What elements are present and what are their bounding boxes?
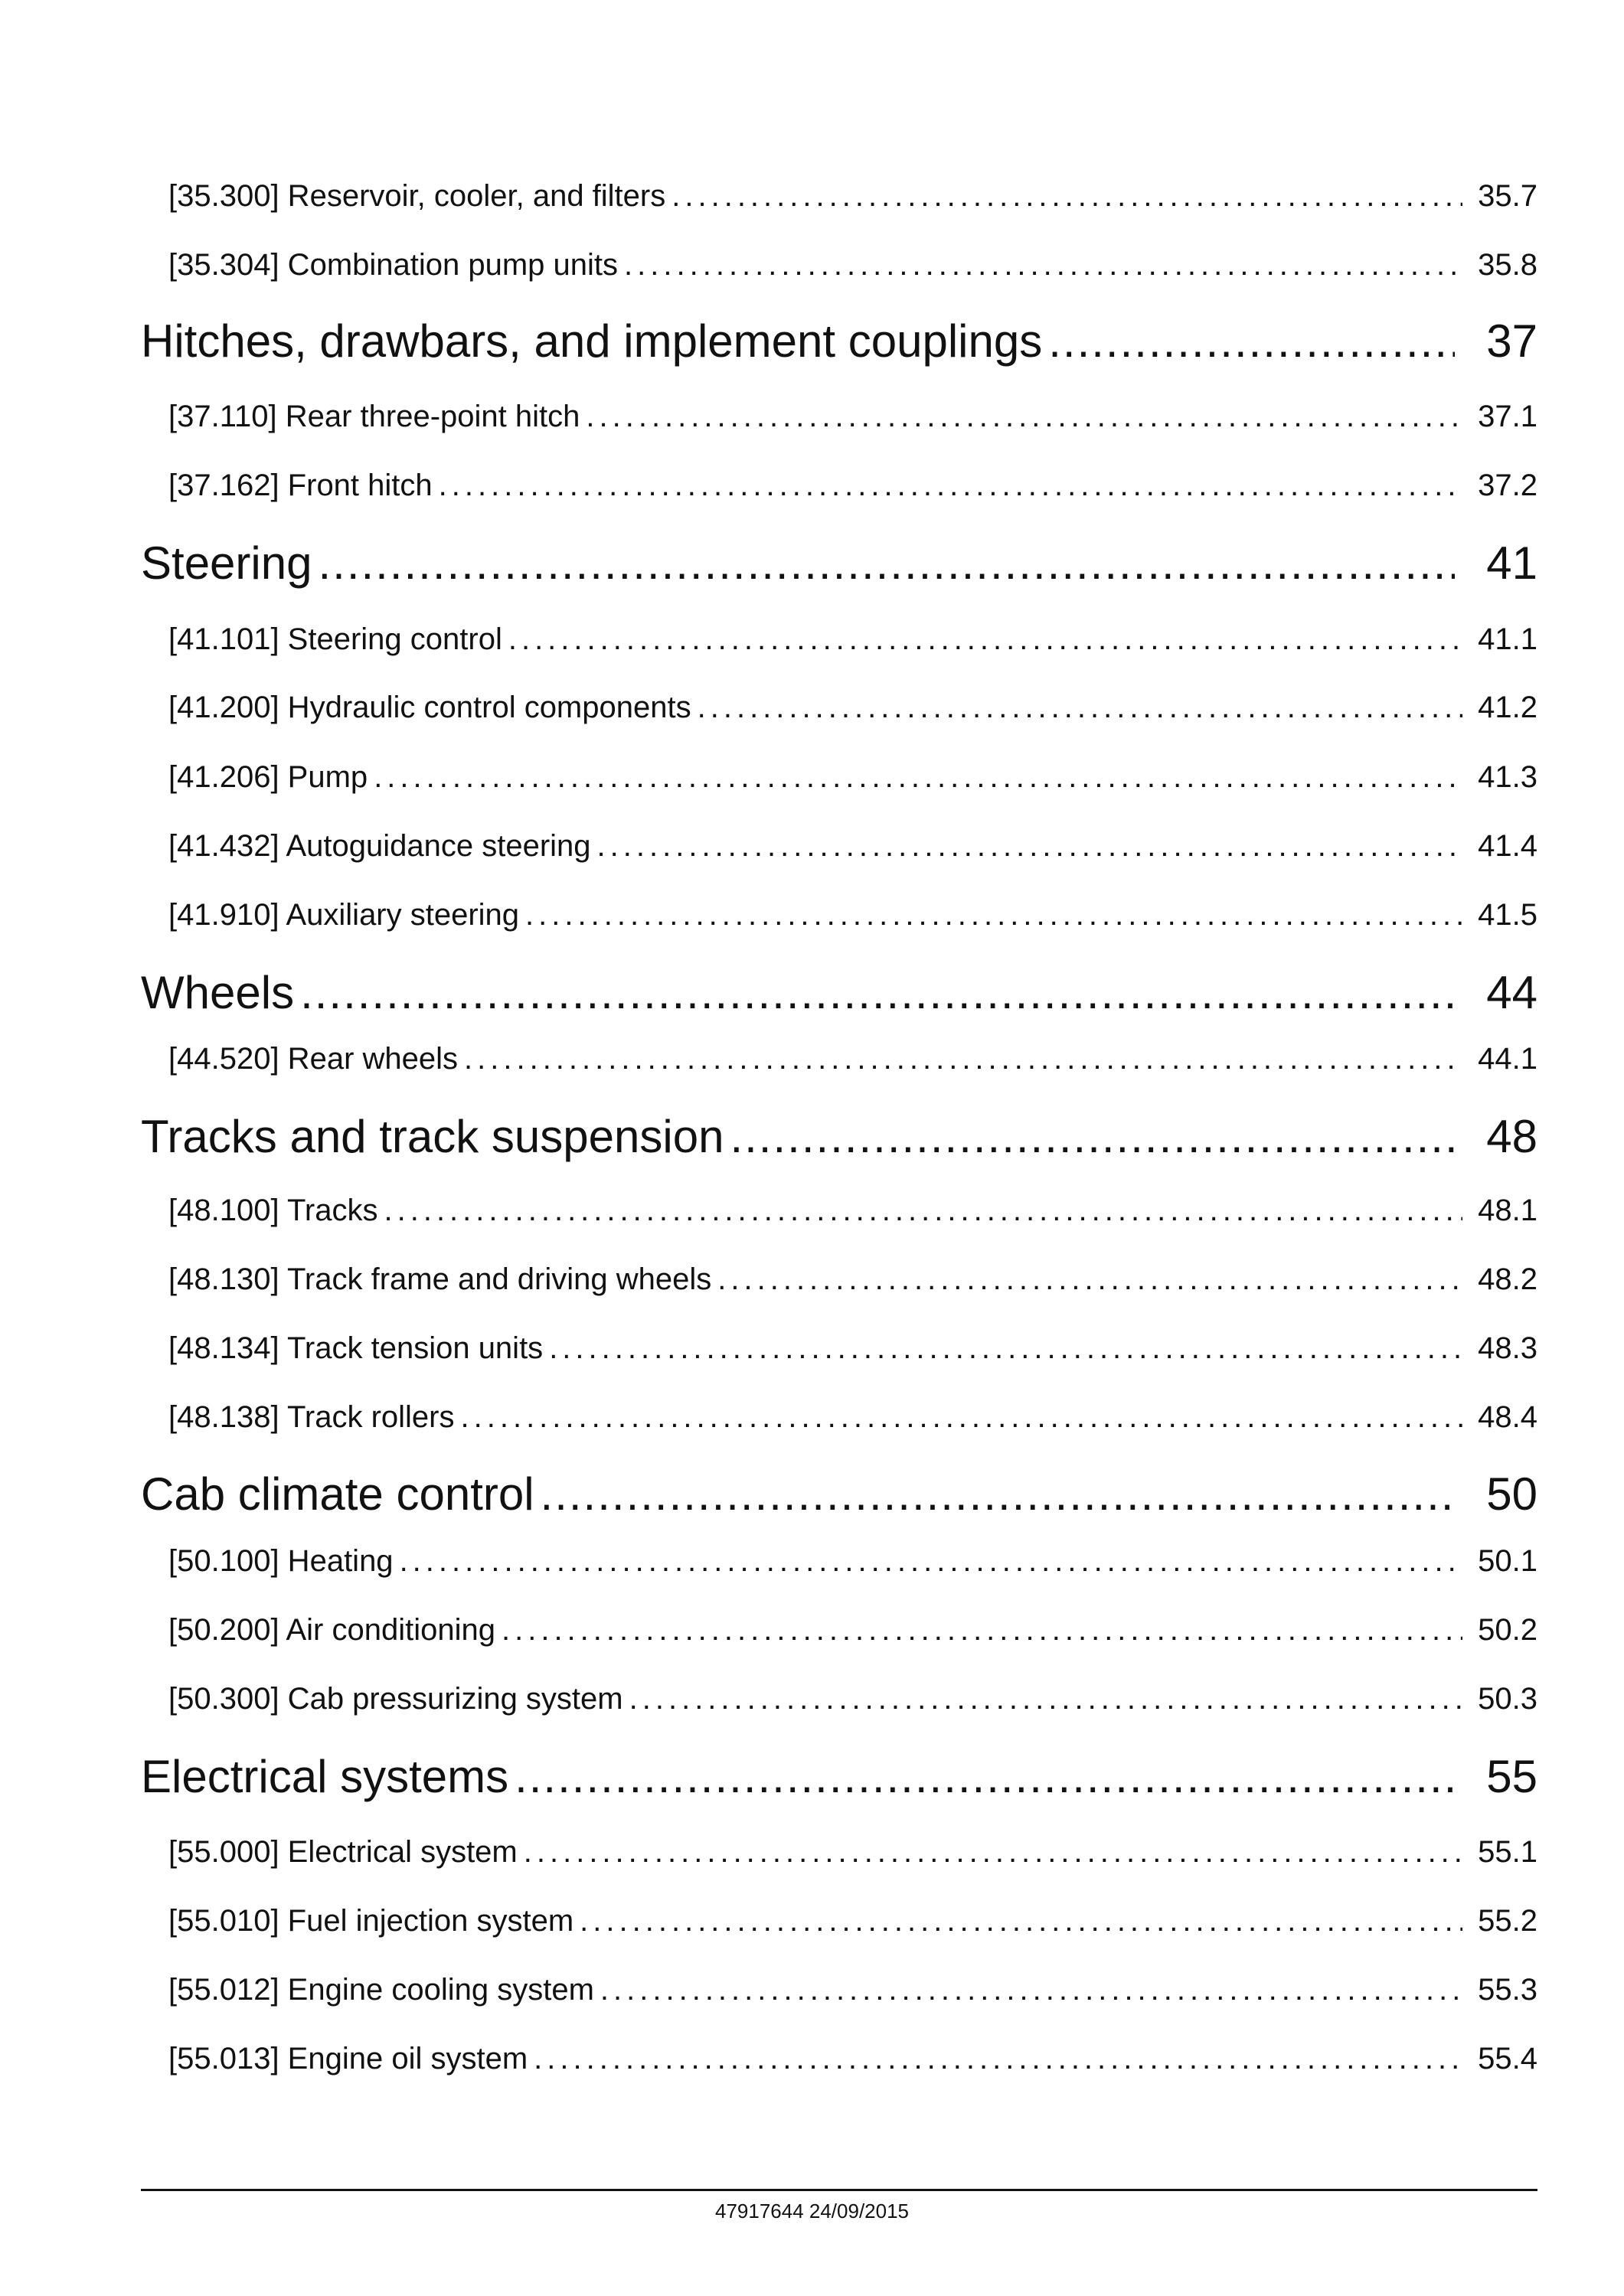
dot-leader xyxy=(525,897,1462,933)
toc-entry-page: 55.3 xyxy=(1478,1973,1537,2007)
toc-section-cab-climate[interactable] xyxy=(141,1468,1537,1521)
toc-entry-37-110[interactable] xyxy=(168,398,1537,435)
dot-leader xyxy=(300,966,1455,1020)
toc-entry-37-162[interactable] xyxy=(168,467,1537,504)
toc-section-page: 44 xyxy=(1486,967,1537,1018)
toc-entry-page: 48.1 xyxy=(1478,1194,1537,1227)
toc-entry-55-010[interactable] xyxy=(168,1902,1537,1939)
dot-leader xyxy=(318,537,1455,590)
dot-leader xyxy=(597,828,1462,864)
toc-entry-label: [37.110] Rear three-point hitch xyxy=(168,400,580,433)
toc-entry-page: 41.1 xyxy=(1478,622,1537,656)
dot-leader xyxy=(586,398,1462,435)
footer-divider xyxy=(141,2189,1537,2191)
dot-leader xyxy=(508,621,1462,658)
dot-leader xyxy=(400,1543,1462,1579)
toc-entry-page: 41.3 xyxy=(1478,760,1537,794)
toc-section-label: Tracks and track suspension xyxy=(141,1111,724,1162)
toc-entry-label: [41.101] Steering control xyxy=(168,622,502,656)
dot-leader xyxy=(580,1902,1462,1939)
toc-section-tracks[interactable] xyxy=(141,1110,1537,1164)
dot-leader xyxy=(671,178,1462,214)
dot-leader xyxy=(384,1192,1462,1229)
toc-entry-page: 48.3 xyxy=(1478,1331,1537,1365)
toc-entry-label: [50.300] Cab pressurizing system xyxy=(168,1682,623,1716)
toc-entry-page: 50.3 xyxy=(1478,1682,1537,1716)
dot-leader xyxy=(464,1040,1462,1077)
toc-entry-label: [48.138] Track rollers xyxy=(168,1400,455,1434)
toc-entry-page: 55.4 xyxy=(1478,2042,1537,2076)
toc-entry-page: 55.2 xyxy=(1478,1904,1537,1938)
dot-leader xyxy=(549,1330,1462,1367)
toc-entry-label: [55.000] Electrical system xyxy=(168,1835,518,1869)
dot-leader xyxy=(439,467,1462,504)
toc-section-page: 48 xyxy=(1486,1111,1537,1162)
toc-section-label: Electrical systems xyxy=(141,1751,509,1802)
dot-leader xyxy=(502,1612,1462,1648)
dot-leader xyxy=(515,1750,1455,1804)
toc-entry-41-206[interactable] xyxy=(168,759,1537,795)
toc-entry-55-000[interactable] xyxy=(168,1834,1537,1870)
toc-entry-55-013[interactable] xyxy=(168,2040,1537,2077)
dot-leader xyxy=(461,1399,1463,1435)
toc-entry-page: 37.1 xyxy=(1478,400,1537,433)
toc-section-page: 41 xyxy=(1486,537,1537,589)
toc-entry-label: [48.134] Track tension units xyxy=(168,1331,544,1365)
toc-entry-page: 35.7 xyxy=(1478,179,1537,213)
toc-entry-label: [37.162] Front hitch xyxy=(168,469,433,502)
toc-entry-label: [41.206] Pump xyxy=(168,760,368,794)
toc-section-label: Steering xyxy=(141,537,312,589)
toc-section-page: 37 xyxy=(1486,315,1537,367)
toc-entry-page: 41.5 xyxy=(1478,898,1537,932)
toc-section-electrical[interactable] xyxy=(141,1750,1537,1804)
dot-leader xyxy=(534,2040,1462,2077)
toc-entry-label: [44.520] Rear wheels xyxy=(168,1042,459,1076)
toc-entry-50-300[interactable] xyxy=(168,1680,1537,1717)
toc-section-label: Hitches, drawbars, and implement couplings xyxy=(141,315,1043,367)
toc-entry-label: [41.200] Hydraulic control components xyxy=(168,691,691,724)
toc-entry-35-300[interactable] xyxy=(168,178,1537,214)
toc-entry-label: [35.304] Combination pump units xyxy=(168,248,619,282)
toc-entry-page: 48.4 xyxy=(1478,1400,1537,1434)
dot-leader xyxy=(524,1834,1462,1870)
toc-entry-35-304[interactable] xyxy=(168,247,1537,283)
toc-entry-50-100[interactable] xyxy=(168,1543,1537,1579)
toc-entry-page: 55.1 xyxy=(1478,1835,1537,1869)
toc-entry-page: 44.1 xyxy=(1478,1042,1537,1076)
footer-document-id: 47917644 24/09/2015 xyxy=(714,2200,910,2223)
toc-entry-41-432[interactable] xyxy=(168,828,1537,864)
dot-leader xyxy=(600,1971,1462,2008)
toc-entry-label: [48.130] Track frame and driving wheels xyxy=(168,1262,712,1296)
toc-entry-page: 41.2 xyxy=(1478,691,1537,724)
toc-section-hitches[interactable] xyxy=(141,315,1537,368)
dot-leader xyxy=(1048,315,1455,368)
toc-entry-label: [55.013] Engine oil system xyxy=(168,2042,528,2076)
toc-entry-48-138[interactable] xyxy=(168,1399,1537,1435)
toc-entry-41-910[interactable] xyxy=(168,897,1537,933)
toc-entry-page: 37.2 xyxy=(1478,469,1537,502)
dot-leader xyxy=(698,689,1462,726)
toc-entry-page: 48.2 xyxy=(1478,1262,1537,1296)
dot-leader xyxy=(541,1468,1455,1521)
toc-section-label: Cab climate control xyxy=(141,1468,534,1520)
toc-entry-label: [50.100] Heating xyxy=(168,1544,394,1578)
toc-entry-48-134[interactable] xyxy=(168,1330,1537,1367)
toc-entry-label: [55.012] Engine cooling system xyxy=(168,1973,594,2007)
toc-section-page: 50 xyxy=(1486,1468,1537,1520)
toc-entry-page: 50.1 xyxy=(1478,1544,1537,1578)
toc-entry-page: 41.4 xyxy=(1478,829,1537,863)
toc-entry-48-130[interactable] xyxy=(168,1261,1537,1298)
toc-section-wheels[interactable] xyxy=(141,966,1537,1020)
dot-leader xyxy=(624,247,1462,283)
dot-leader xyxy=(730,1110,1455,1164)
toc-entry-page: 35.8 xyxy=(1478,248,1537,282)
toc-entry-label: [41.910] Auxiliary steering xyxy=(168,898,520,932)
dot-leader xyxy=(717,1261,1462,1298)
toc-entry-44-520[interactable] xyxy=(168,1040,1537,1077)
toc-entry-41-101[interactable] xyxy=(168,621,1537,658)
toc-entry-label: [35.300] Reservoir, cooler, and filters xyxy=(168,179,666,213)
toc-entry-55-012[interactable] xyxy=(168,1971,1537,2008)
dot-leader xyxy=(629,1680,1462,1717)
toc-entry-label: [48.100] Tracks xyxy=(168,1194,378,1227)
toc-entry-48-100[interactable] xyxy=(168,1192,1537,1229)
toc-entry-label: [55.010] Fuel injection system xyxy=(168,1904,574,1938)
toc-section-label: Wheels xyxy=(141,967,295,1018)
toc-entry-41-200[interactable] xyxy=(168,689,1537,726)
toc-section-steering[interactable] xyxy=(141,537,1537,590)
toc-entry-label: [41.432] Autoguidance steering xyxy=(168,829,591,863)
dot-leader xyxy=(374,759,1462,795)
toc-entry-page: 50.2 xyxy=(1478,1613,1537,1647)
toc-entry-50-200[interactable] xyxy=(168,1612,1537,1648)
toc-entry-label: [50.200] Air conditioning xyxy=(168,1613,495,1647)
toc-section-page: 55 xyxy=(1486,1751,1537,1802)
